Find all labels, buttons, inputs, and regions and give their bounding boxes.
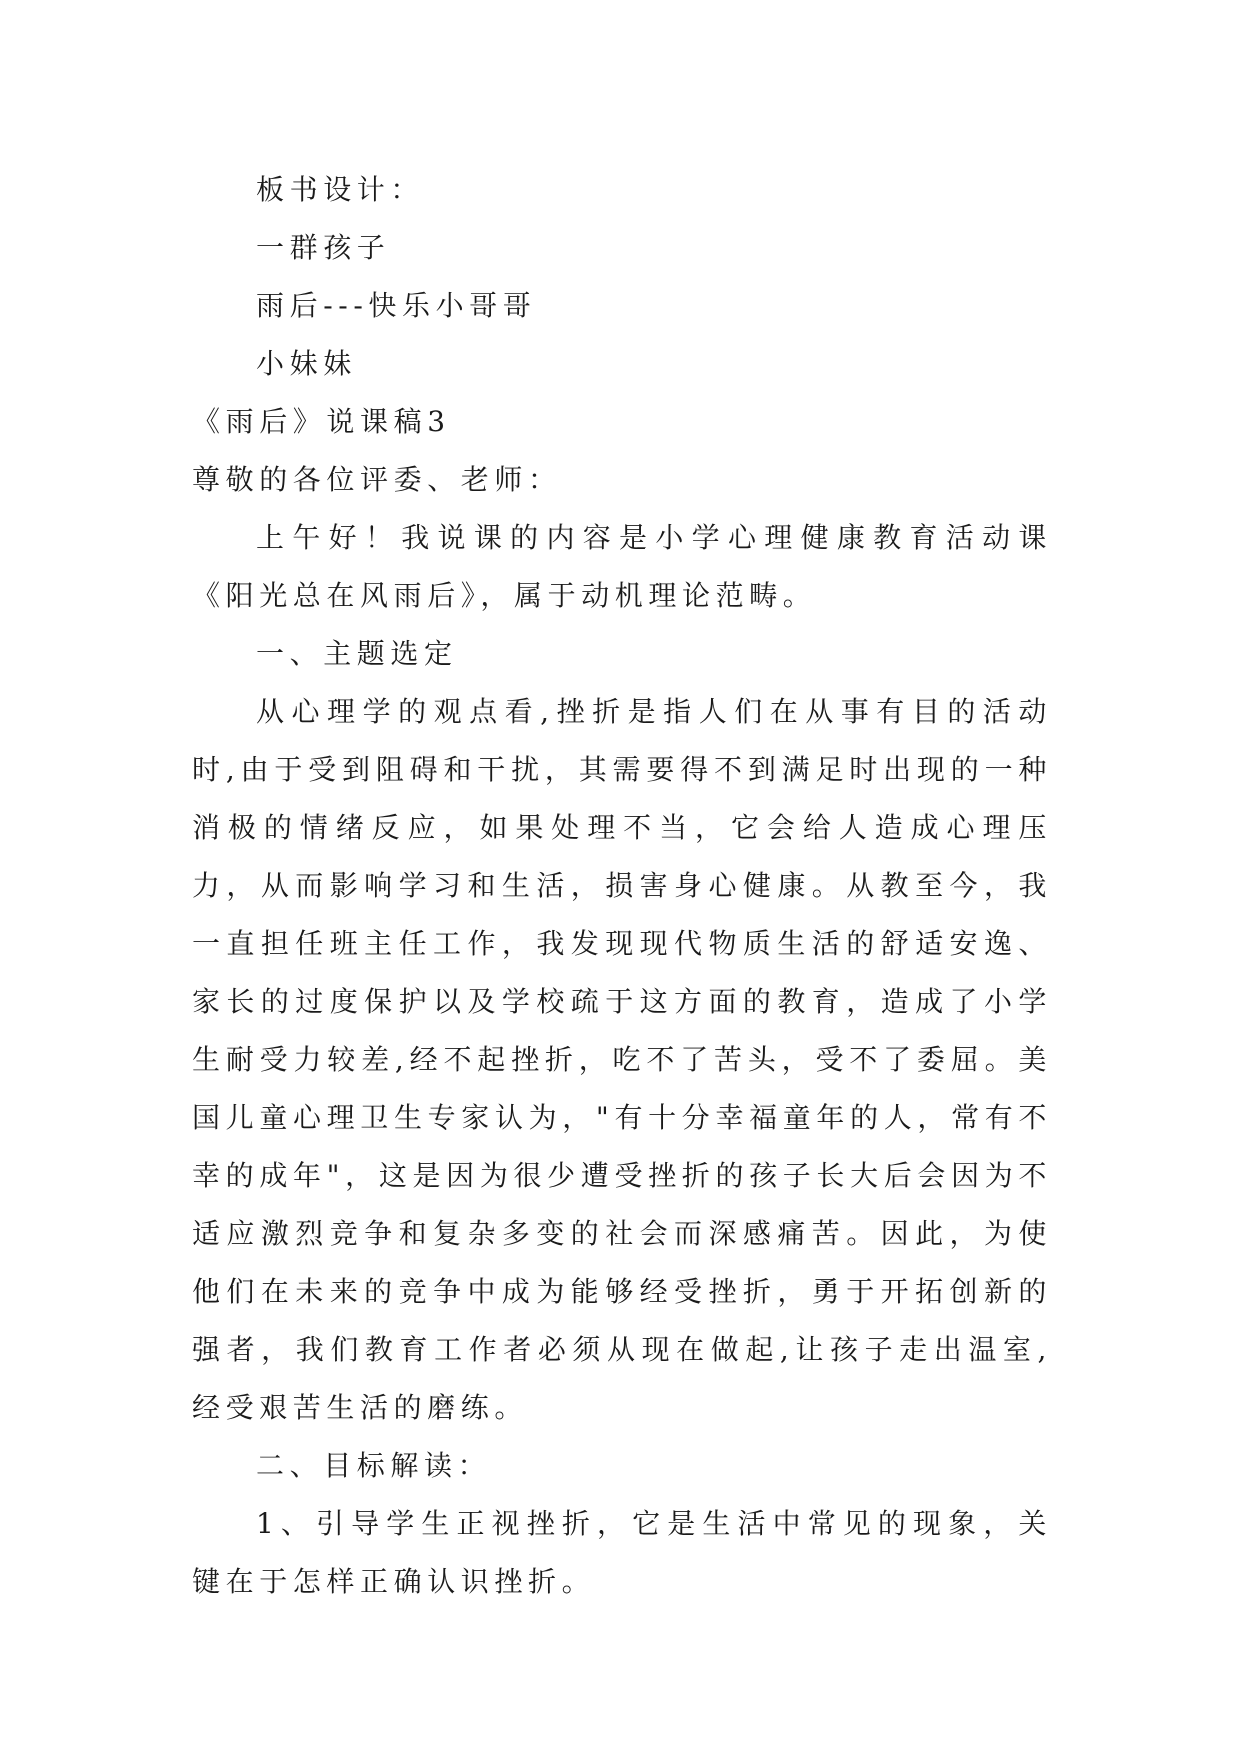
- part2-item-1: 1、引导学生正视挫折，它是生活中常见的现象，关键在于怎样正确认识挫折。: [192, 1507, 1052, 1598]
- board-design-line: 一群孩子: [256, 231, 391, 264]
- document-body: [192, 161, 1052, 1611]
- section-title: 《雨后》说课稿3: [192, 405, 451, 438]
- part2-heading: 二、目标解读：: [256, 1449, 492, 1482]
- board-design-line: 雨后---快乐小哥哥: [256, 289, 537, 322]
- board-design-heading: 板书设计：: [256, 173, 425, 206]
- part1-heading: 一、主题选定: [256, 637, 458, 670]
- intro-paragraph: 上午好！我说课的内容是小学心理健康教育活动课《阳光总在风雨后》，属于动机理论范畴。: [192, 521, 1052, 612]
- board-design-line: 小妹妹: [256, 347, 357, 380]
- part1-paragraph: 从心理学的观点看,挫折是指人们在从事有目的活动时,由于受到阻碍和干扰，其需要得不到满足时出现的一种消极的情绪反应，如果处理不当，它会给人造成心理压力，从而影响学习和生活，损害身心健康。从教至今，我一直担任班主任工作，我发现现代物质生活的舒适安逸、家长的过度保护以及学校疏于这方面的教育，造成了小学生耐受力较差,经不起挫折，吃不了苦头，受不了委屈。美国儿童心理卫生专家认为，"有十分幸福童年的人，常有不幸的成年"，这是因为很少遭受挫折的孩子长大后会因为不适应激烈竞争和复杂多变的社会而深感痛苦。因此，为使他们在未来的竞争中成为能够经受挫折，勇于开拓创新的强者，我们教育工作者必须从现在做起,让孩子走出温室,经受艰苦生活的磨练。: [192, 695, 1052, 1424]
- salutation: 尊敬的各位评委、老师：: [192, 463, 562, 496]
